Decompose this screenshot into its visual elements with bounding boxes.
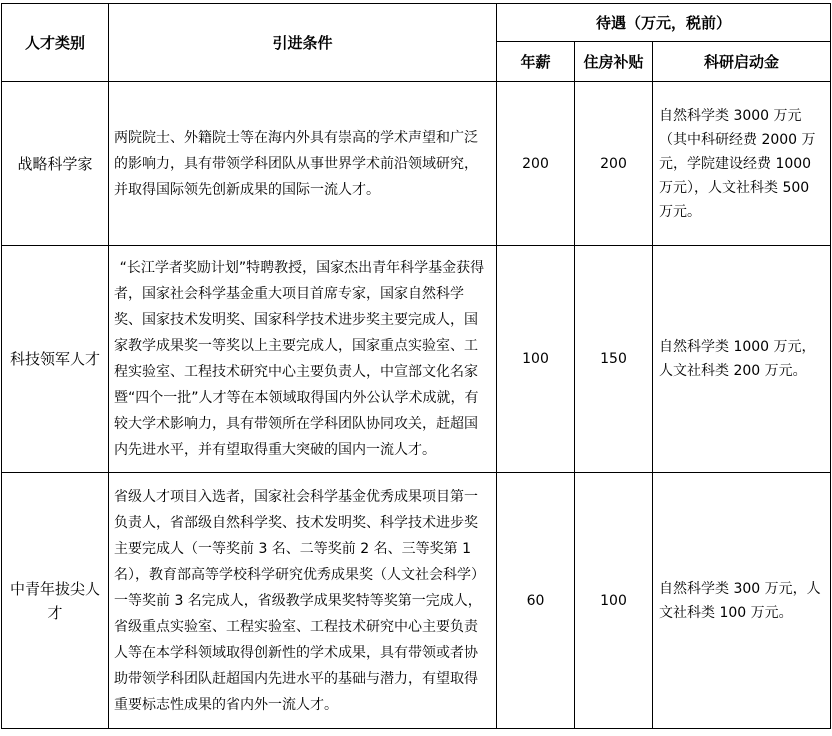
housing-cell: 200 — [575, 82, 653, 246]
housing-cell: 150 — [575, 246, 653, 473]
table-row — [2, 82, 831, 246]
conditions-cell: 省级人才项目入选者，国家社会科学基金优秀成果项目第一负责人，省部级自然科学奖、技术发明奖、科学技术进步奖主要完成人（一等奖前 3 名、二等奖前 2 名、三等奖第 1 名），教育部高等学校科学研究优秀成果奖（人文社会科学）一等奖前 3 名完成人，省级教学成果奖特等奖第一完成人，省级重点实验室、工程实验室、工程技术研究中心主要负责人等在本学科领域取得创新性的学术成果，具有带领或者协助带领学科团队赶超国内先进水平的基础与潜力，有望取得重要标志性成果的省内外一流人才。 — [109, 473, 497, 729]
table-row — [2, 473, 831, 729]
research-fund-cell: 自然科学类 1000 万元，人文社科类 200 万元。 — [653, 246, 831, 473]
research-fund-cell: 自然科学类 3000 万元（其中科研经费 2000 万元，学院建设经费 1000 万元），人文社科类 500 万元。 — [653, 82, 831, 246]
header-housing: 住房补贴 — [575, 42, 653, 82]
category-cell: 科技领军人才 — [2, 246, 109, 473]
talent-table — [1, 3, 831, 729]
header-research-fund: 科研启动金 — [653, 42, 831, 82]
research-fund-cell: 自然科学类 300 万元，人文社科类 100 万元。 — [653, 473, 831, 729]
salary-cell: 200 — [497, 82, 575, 246]
header-salary: 年薪 — [497, 42, 575, 82]
header-conditions: 引进条件 — [109, 4, 497, 82]
header-category: 人才类别 — [2, 4, 109, 82]
salary-cell: 100 — [497, 246, 575, 473]
table-row — [2, 246, 831, 473]
conditions-cell: 两院院士、外籍院士等在海内外具有崇高的学术声望和广泛的影响力，具有带领学科团队从事世界学术前沿领域研究，并取得国际领先创新成果的国际一流人才。 — [109, 82, 497, 246]
category-cell: 战略科学家 — [2, 82, 109, 246]
header-treatment: 待遇（万元，税前） — [497, 4, 831, 42]
category-cell: 中青年拔尖人才 — [2, 473, 109, 729]
salary-cell: 60 — [497, 473, 575, 729]
housing-cell: 100 — [575, 473, 653, 729]
conditions-cell: “长江学者奖励计划”特聘教授，国家杰出青年科学基金获得者，国家社会科学基金重大项目首席专家，国家自然科学奖、国家技术发明奖、国家科学技术进步奖主要完成人，国家教学成果奖一等奖以上主要完成人，国家重点实验室、工程实验室、工程技术研究中心主要负责人，中宣部文化名家暨“四个一批”人才等在本领域取得国内外公认学术成就，有较大学术影响力，具有带领所在学科团队协同攻关，赶超国内先进水平，并有望取得重大突破的国内一流人才。 — [109, 246, 497, 473]
